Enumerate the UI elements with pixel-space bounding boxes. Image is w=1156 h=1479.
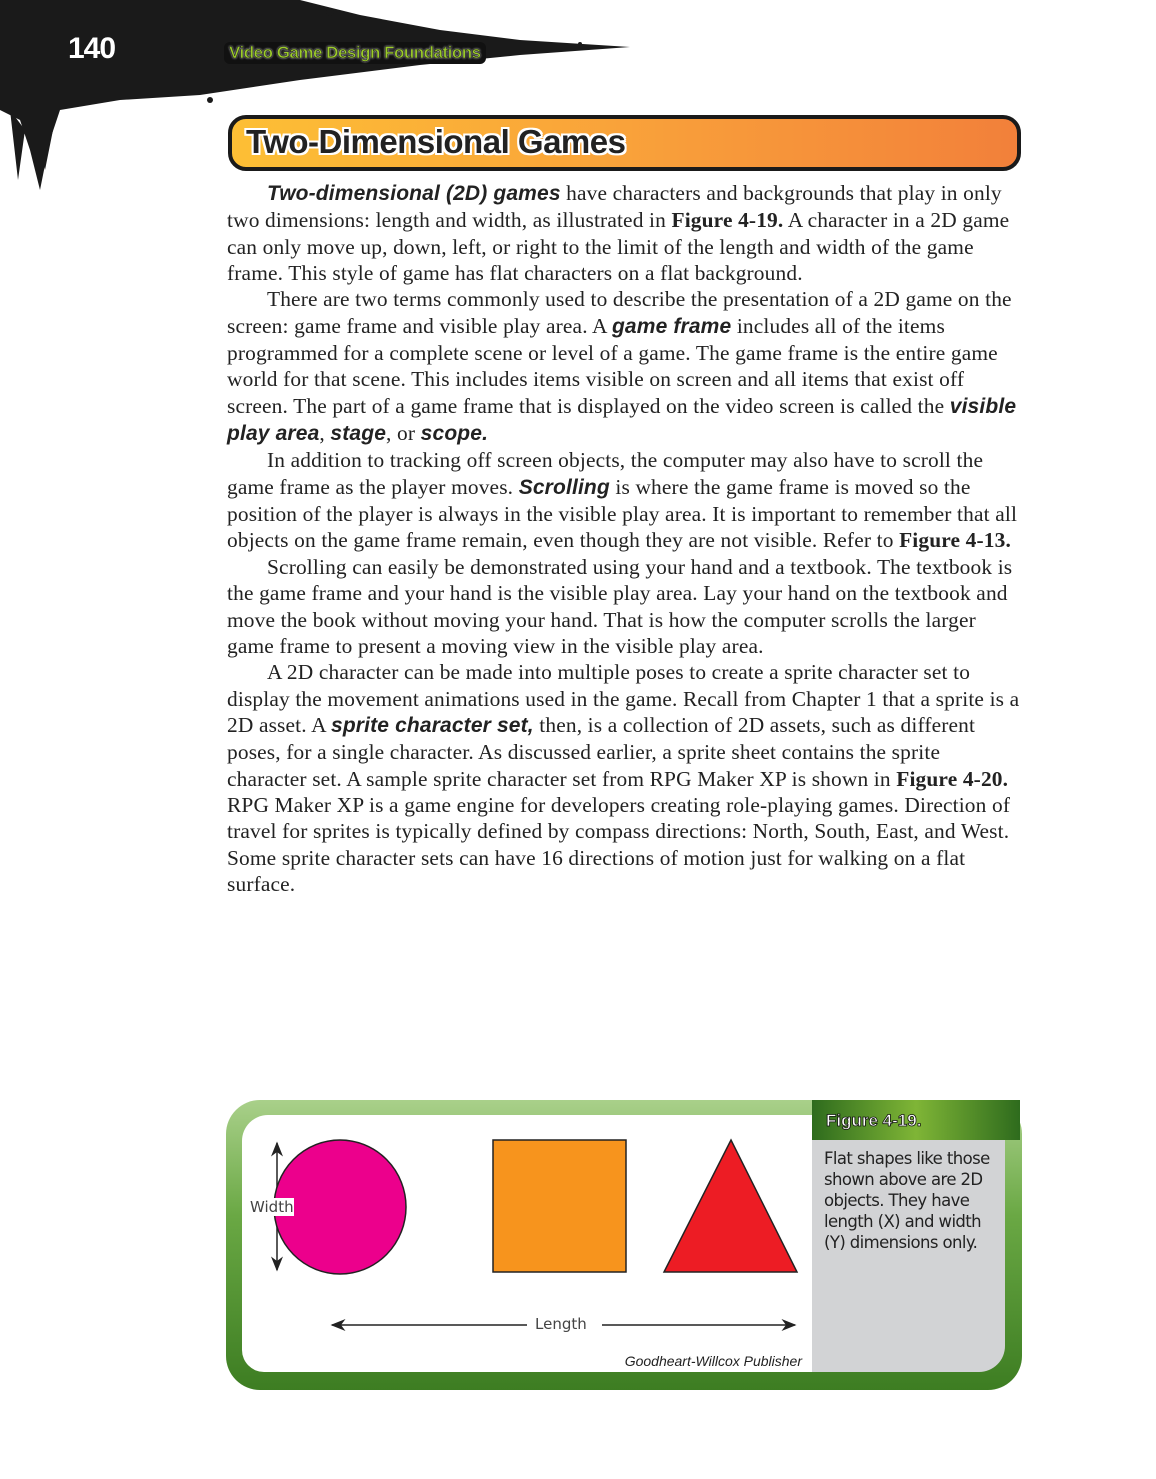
paragraph bbox=[227, 554, 1023, 659]
body-text bbox=[227, 180, 1023, 897]
paragraph bbox=[227, 659, 1023, 897]
figure-credit: Goodheart-Willcox Publisher bbox=[624, 1353, 802, 1369]
figure-illustration bbox=[242, 1115, 812, 1372]
key-term: game frame bbox=[611, 314, 732, 338]
key-term: visible play area bbox=[227, 394, 1017, 446]
circle-shape bbox=[274, 1140, 406, 1274]
paragraph bbox=[227, 447, 1023, 553]
shapes-diagram bbox=[242, 1115, 812, 1372]
key-term: stage bbox=[330, 422, 387, 446]
paragraph-text: is where the game frame is moved so the position of the player is always in the visible play area. It is important to remember that all objects on the game frame remain, even though they are not visible. Refer to bbox=[227, 474, 1018, 553]
paragraph-text: RPG Maker XP is a game engine for developers creating role-playing games. Direction of travel for sprites is typically defined by compass directions: North, South, East, and West. Some sprite character sets can have 16 directions of motion just for walking on a flat surface. bbox=[227, 792, 1011, 896]
figure-label: Figure 4-19. bbox=[826, 1111, 922, 1130]
key-term: Scrolling bbox=[518, 475, 610, 499]
length-label: Length bbox=[531, 1315, 591, 1333]
figure-label-bar bbox=[812, 1100, 1020, 1140]
paragraph-text: then, is a collection of 2D assets, such as different poses, for a single character. As discussed earlier, a sprite sheet contains the sprite character set. A sample sprite character set from RPG Maker XP is shown in bbox=[227, 712, 976, 791]
figure-reference: Figure 4-20. bbox=[896, 766, 1009, 791]
paragraph-text: , bbox=[319, 421, 331, 446]
paragraph-text: have characters and backgrounds that play in only two dimensions: length and width, as illustrated in bbox=[227, 181, 1002, 233]
paragraph-text: includes all of the items programmed for a complete scene or level of a game. The game frame is the entire game world for that scene. This includes items visible on screen and all items that exist off screen. The part of a game frame that is displayed on the video screen is called the bbox=[227, 313, 998, 418]
book-title: Video Game Design Foundations bbox=[224, 42, 486, 64]
page-number: 140 bbox=[68, 32, 116, 65]
key-term: scope. bbox=[420, 422, 489, 446]
section-title: Two-Dimensional Games bbox=[246, 123, 626, 160]
figure-caption: Flat shapes like those shown above are 2D objects. They have length (X) and width (Y) dimensions only. bbox=[824, 1149, 990, 1252]
key-term: Two-dimensional (2D) games bbox=[267, 182, 561, 205]
width-label: Width bbox=[250, 1198, 294, 1216]
section-header bbox=[228, 115, 1021, 171]
paragraph bbox=[227, 180, 1023, 286]
key-term: sprite character set, bbox=[331, 713, 534, 737]
figure-reference: Figure 4-19. bbox=[671, 208, 784, 233]
paragraph bbox=[227, 286, 1023, 447]
paragraph-text: Scrolling can easily be demonstrated using your hand and a textbook. The textbook is the game frame and your hand is the visible play area. Lay your hand on the textbook and move the book without moving your hand. That is how the computer scrolls the larger game frame to present a moving view in the visible play area. bbox=[227, 554, 1013, 658]
paragraph-text: , or bbox=[386, 421, 421, 446]
figure-caption-panel bbox=[812, 1140, 1005, 1372]
figure-4-19 bbox=[226, 1100, 1022, 1390]
square-shape bbox=[493, 1140, 626, 1272]
paragraph-text: There are two terms commonly used to describe the presentation of a 2D game on the screen: game frame and visible play area. A bbox=[227, 287, 1012, 338]
paragraph-text: In addition to tracking off screen objects, the computer may also have to scroll the game frame as the player moves. bbox=[227, 448, 984, 499]
figure-reference: Figure 4-13. bbox=[899, 528, 1011, 553]
paragraph-text: A 2D character can be made into multiple poses to create a sprite character set to display the movement animations used in the game. Recall from Chapter 1 that a sprite is a 2D asset. A bbox=[227, 660, 1020, 737]
paragraph-text: A character in a 2D game can only move up, down, left, or right to the limit of the length and width of the game frame. This style of game has flat characters on a flat background. bbox=[227, 208, 1010, 286]
triangle-shape bbox=[664, 1140, 797, 1272]
